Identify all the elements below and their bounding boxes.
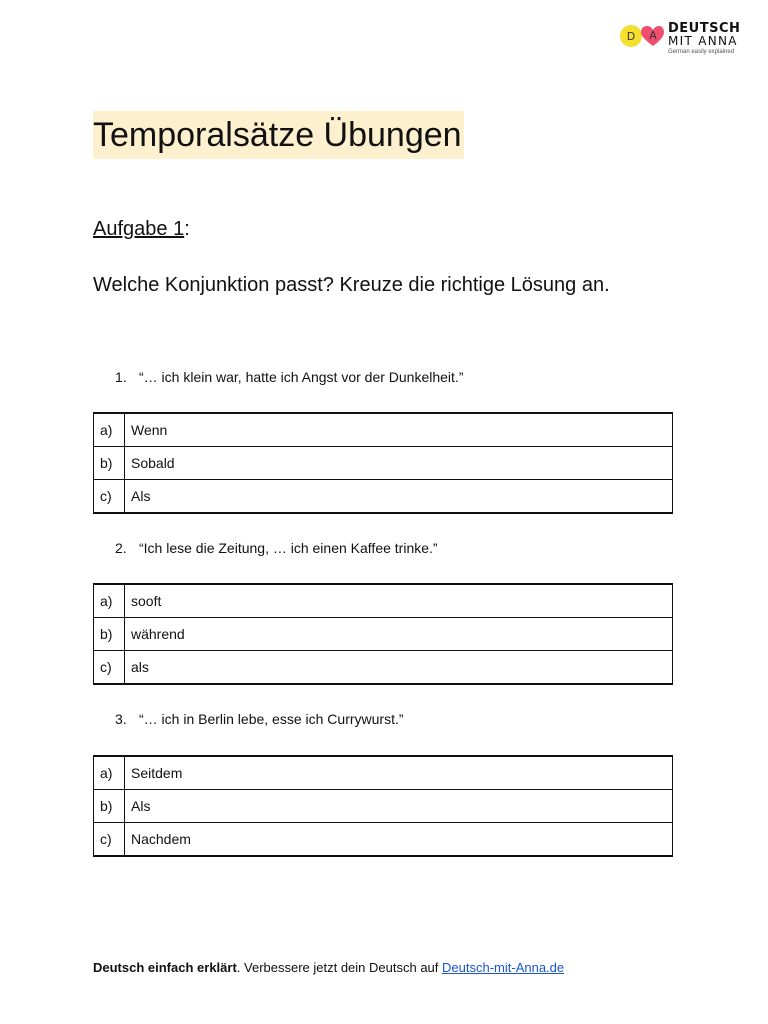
answer-letter: b) xyxy=(94,618,125,651)
answer-row[interactable] xyxy=(94,651,673,685)
title-wrap xyxy=(93,111,464,159)
answer-row[interactable] xyxy=(94,823,673,857)
answer-row[interactable] xyxy=(94,480,673,514)
answer-text[interactable]: Wenn xyxy=(125,413,673,447)
answer-table-1 xyxy=(93,412,673,514)
answer-letter: b) xyxy=(94,447,125,480)
footer-website-link[interactable]: Deutsch-mit-Anna.de xyxy=(442,960,565,975)
question-text: “… ich in Berlin lebe, esse ich Currywurst.” xyxy=(139,711,404,727)
answer-row[interactable] xyxy=(94,447,673,480)
answer-letter: c) xyxy=(94,823,125,857)
footer-text: . Verbessere jetzt dein Deutsch auf xyxy=(236,960,443,975)
logo-letter-d: D xyxy=(626,30,636,43)
answer-letter: b) xyxy=(94,790,125,823)
answer-table-2 xyxy=(93,583,673,685)
question-2 xyxy=(115,539,438,557)
task-label-suffix: : xyxy=(184,218,190,240)
task-instruction: Welche Konjunktion passt? Kreuze die richtige Lösung an. xyxy=(93,274,610,296)
answer-text[interactable]: als xyxy=(125,651,673,685)
answer-table-3 xyxy=(93,755,673,857)
answer-text[interactable]: sooft xyxy=(125,584,673,618)
question-number: 3. xyxy=(115,711,127,727)
answer-text[interactable]: Seitdem xyxy=(125,756,673,790)
logo-tagline: German easily explained xyxy=(668,49,735,55)
answer-letter: a) xyxy=(94,584,125,618)
answer-row[interactable] xyxy=(94,413,673,447)
page-title: Temporalsätze Übungen xyxy=(93,111,464,159)
answer-row[interactable] xyxy=(94,756,673,790)
task-heading xyxy=(93,216,190,242)
question-text: “Ich lese die Zeitung, … ich einen Kaffee trinke.” xyxy=(139,540,438,556)
answer-text[interactable]: Nachdem xyxy=(125,823,673,857)
answer-row[interactable] xyxy=(94,584,673,618)
question-text: “… ich klein war, hatte ich Angst vor der Dunkelheit.” xyxy=(139,369,464,385)
answer-text[interactable]: während xyxy=(125,618,673,651)
question-number: 2. xyxy=(115,540,127,556)
logo-circles-icon xyxy=(620,24,664,48)
task-label: Aufgabe 1 xyxy=(93,218,185,240)
answer-letter: c) xyxy=(94,480,125,514)
footer xyxy=(93,960,564,975)
logo-word-deutsch: DEUTSCH xyxy=(668,21,741,36)
answer-text[interactable]: Als xyxy=(125,790,673,823)
answer-letter: c) xyxy=(94,651,125,685)
answer-text[interactable]: Als xyxy=(125,480,673,514)
answer-row[interactable] xyxy=(94,790,673,823)
question-1 xyxy=(115,368,463,386)
brand-logo xyxy=(620,22,760,58)
answer-text[interactable]: Sobald xyxy=(125,447,673,480)
answer-letter: a) xyxy=(94,756,125,790)
footer-tagline: Deutsch einfach erklärt xyxy=(93,960,237,975)
answer-row[interactable] xyxy=(94,618,673,651)
answer-letter: a) xyxy=(94,413,125,447)
question-3 xyxy=(115,710,404,728)
question-number: 1. xyxy=(115,369,127,385)
logo-letter-a: A xyxy=(649,29,657,42)
logo-word-mit-anna: MIT ANNA xyxy=(668,34,738,48)
logo-text xyxy=(668,22,740,55)
